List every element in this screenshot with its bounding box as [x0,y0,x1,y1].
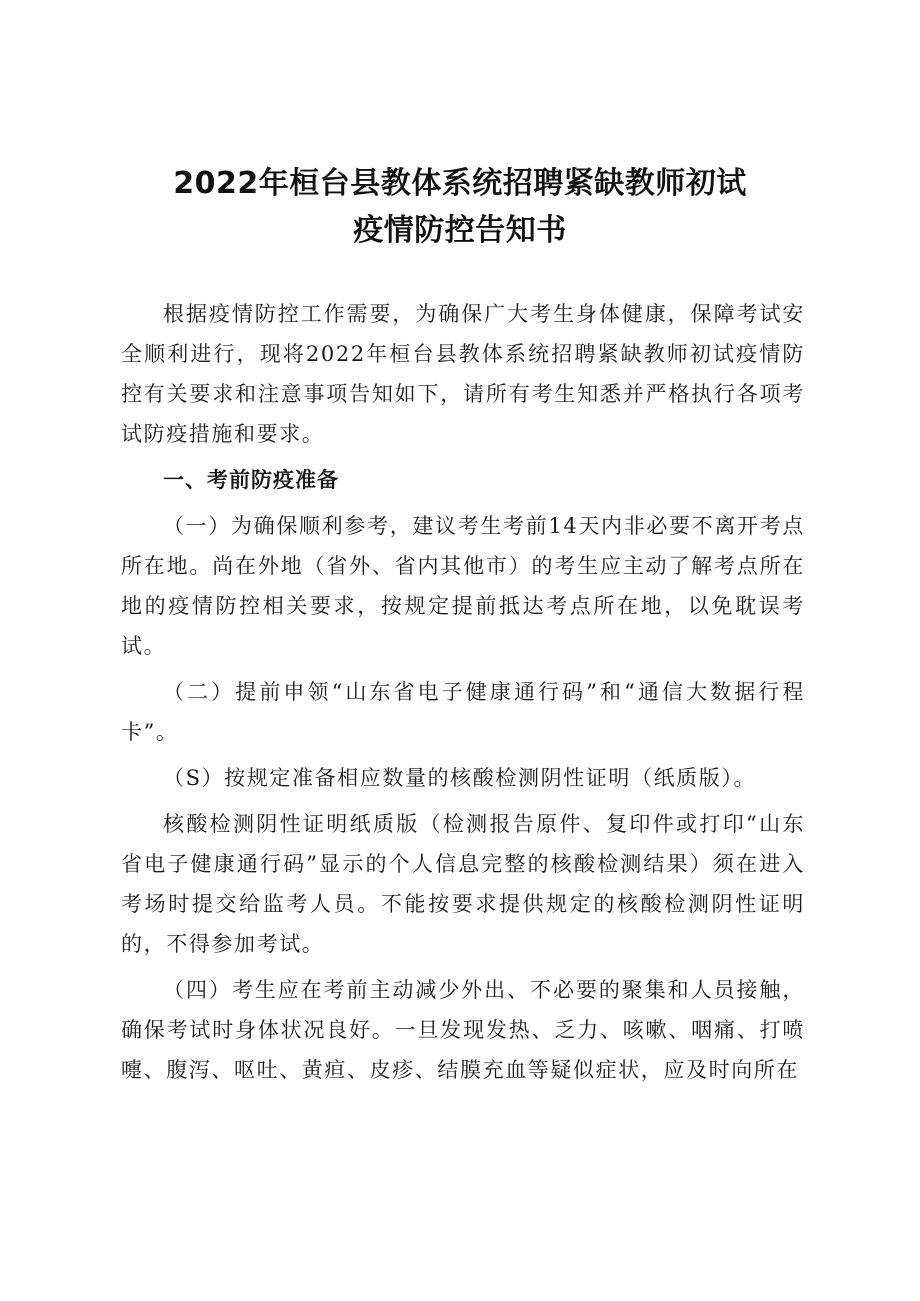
intro-paragraph: 根据疫情防控工作需要，为确保广大考生身体健康，保障考试安全顺利进行，现将2022年桓台县教体系统招聘紧缺教师初试疫情防控有关要求和注意事项告知如下，请所有考生知悉并严格执行各项考试防疫措施和要求。 [121,302,805,446]
paragraph-item-3-detail: 核酸检测阴性证明纸质版（检测报告原件、复印件或打印“山东省电子健康通行码”显示的个人信息完整的核酸检测结果）须在进入考场时提交给监考人员。不能按要求提供规定的核酸检测阴性证明的，不得参加考试。 [121,812,805,956]
section-heading: 一、考前防疫准备 [163,468,339,492]
paragraph-item-2: （二）提前申领“山东省电子健康通行码”和“通信大数据行程卡”。 [121,680,805,744]
document-body [121,294,805,1096]
paragraph-item-4: （四）考生应在考前主动减少外出、不必要的聚集和人员接触，确保考试时身体状况良好。一旦发现发热、乏力、咳嗽、咽痛、打喷嚏、腹泻、呕吐、黄疸、皮疹、结膜充血等疑似症状，应及时向所在 [121,978,805,1082]
paragraph-item-3: （S）按规定准备相应数量的核酸检测阴性证明（纸质版）。 [163,766,757,790]
document-title-line1: 2022年桓台县教体系统招聘紧缺教师初试 [173,166,747,201]
paragraph-item-1: （一）为确保顺利参考，建议考生考前14天内非必要不离开考点所在地。尚在外地（省外、省内其他市）的考生应主动了解考点所在地的疫情防控相关要求，按规定提前抵达考点所在地，以免耽误考试。 [121,514,805,658]
document-title-line2: 疫情防控告知书 [353,213,567,248]
